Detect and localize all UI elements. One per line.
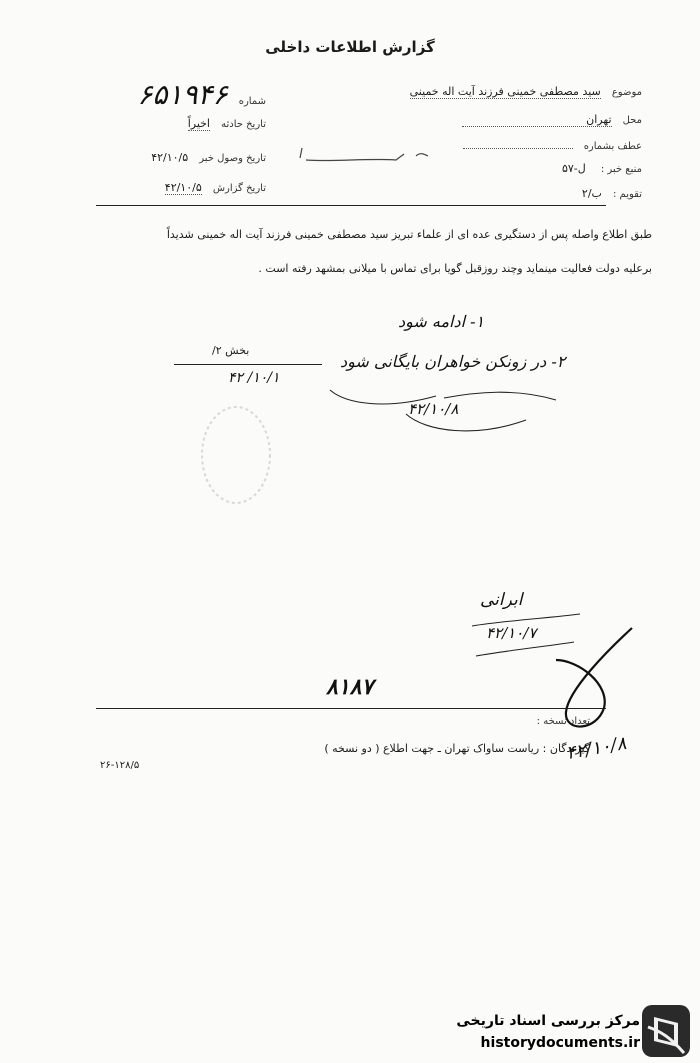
source-value: ل-۵۷ (561, 162, 586, 175)
section-label: بخش ۲/ (212, 344, 250, 357)
number-label: شماره (238, 96, 266, 107)
footer-divider (96, 708, 606, 709)
archive-logo-icon (640, 1003, 692, 1059)
section-date: ۱۰/۱/ ۴۲ (228, 370, 280, 386)
body-line-2: برعلیه دولت فعالیت مینماید وچند روزقبل گویا برای تماس با میلانی بمشهد رفته است . (258, 262, 652, 275)
event-date-label: تاریخ حادثه (221, 119, 266, 130)
receipt-date-label: تاریخ وصول خبر (199, 153, 266, 164)
recipients: گیرندگان : ریاست ساواک تهران ـ جهت اطلاع ( دو نسخه ) (324, 742, 590, 755)
copies-label: تعداد نسخه : (536, 716, 590, 727)
header-divider (96, 205, 606, 206)
doc-code: ۲۶-۱۲۸/۵ (100, 760, 140, 771)
place-row (462, 108, 642, 127)
hand-note-4: ابرانی (480, 590, 523, 610)
evaluation-value: ب/۲ (581, 187, 602, 200)
hand-note-3: ۴۲/۱۰/۸ (408, 400, 459, 418)
number-row (108, 78, 266, 111)
document-title: گزارش اطلاعات داخلی (265, 38, 435, 56)
hand-flourish (326, 370, 566, 440)
hand-note-2: ۲- در زونکن خواهران بایگانی شود (340, 352, 566, 371)
reference-row (463, 134, 642, 153)
event-date-row (108, 112, 266, 131)
hand-note-1: ۱- ادامه شود (398, 312, 485, 331)
header-scribble (296, 140, 436, 170)
subject-row (410, 80, 642, 99)
report-date-value: ۴۲/۱۰/۵ (164, 181, 202, 194)
hand-note-5: ۴۲/۱۰/۷ (486, 624, 537, 642)
archive-url-link[interactable]: historydocuments.ir (480, 1035, 640, 1051)
receipt-date-row (96, 146, 266, 165)
evaluation-row (582, 182, 642, 201)
report-body (92, 218, 652, 286)
number-value: ۶۵۱۹۴۶ (137, 78, 228, 111)
place-value: تهران (462, 113, 612, 127)
side-date: ۴۲/۱۰/۸ (564, 732, 628, 765)
subject-label: موضوع (611, 87, 642, 98)
section-rule (174, 364, 322, 365)
file-number: ۸۱۸۷ (326, 674, 374, 700)
receipt-date-value: ۴۲/۱۰/۵ (151, 151, 189, 164)
source-row (562, 157, 642, 176)
reference-value (463, 148, 573, 149)
body-line-1: طبق اطلاع واصله پس از دستگیری عده ای از علماء تبریز سید مصطفی خمینی فرزند آیت اله خمینی شدیداً (166, 228, 652, 241)
archive-center-name: مرکز بررسی اسناد تاریخی (456, 1013, 640, 1029)
subject-value: سید مصطفی خمینی فرزند آیت اله خمینی (409, 85, 601, 98)
reference-label: عطف بشماره (583, 141, 642, 152)
source-label: منبع خبر : (600, 164, 642, 175)
place-label: محل (622, 115, 642, 126)
report-date-row (100, 176, 266, 195)
faded-stamp (196, 400, 276, 510)
evaluation-label: تقویم : (613, 189, 642, 200)
event-date-value: اخیراً (187, 117, 210, 130)
report-date-label: تاریخ گزارش (212, 183, 266, 194)
